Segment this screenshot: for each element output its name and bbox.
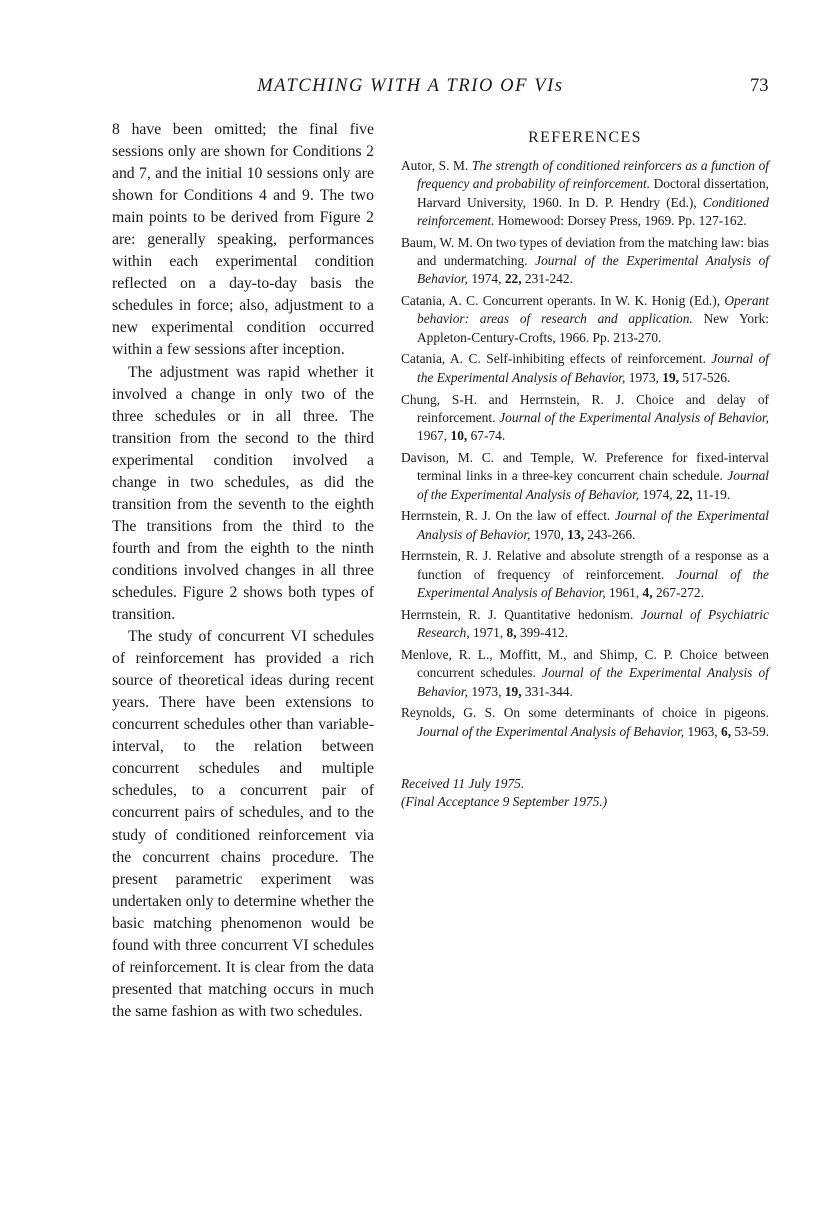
reference-item <box>401 704 769 741</box>
ref-title: On some determinants of choice in pigeons. <box>503 705 769 721</box>
ref-title: Quantitative hedonism. <box>504 606 634 622</box>
ref-volume: 6, <box>721 723 732 739</box>
ref-source: Journal of the Experimental Analysis of Behavior, <box>417 252 769 287</box>
ref-year: 1963, <box>687 723 718 739</box>
ref-volume: 4, <box>642 585 653 601</box>
body-paragraph: The adjustment was rapid whether it involved a change in only two of the three schedules or in all three. The transition from the second to the third experimental condition involved a change in two schedules, as did the transition from the seventh to the eighth The transitions from the third to the fourth and from the eighth to the ninth conditions involved changes in all three schedules. Figure 2 shows both types of transition. <box>112 363 374 624</box>
ref-author: Herrnstein, R. J. <box>401 606 497 622</box>
received-dates <box>401 775 769 812</box>
ref-author: Davison, M. C. and Temple, W. <box>401 449 598 465</box>
running-title: MATCHING WITH A TRIO OF VIs <box>257 76 564 96</box>
ref-source: Journal of the Experimental Analysis of Behavior, <box>417 508 769 542</box>
ref-pages: 331-344. <box>524 683 573 699</box>
ref-title: Concurrent operants. In W. K. Honig (Ed.), <box>482 293 721 309</box>
ref-year: 1974, <box>471 271 502 287</box>
ref-pages: 11-19. <box>696 486 731 502</box>
ref-author: Catania, A. C. <box>401 293 479 309</box>
reference-item <box>401 507 769 544</box>
reference-item <box>401 646 769 701</box>
ref-author: Menlove, R. L., Moffitt, M., and Shimp, C. P. <box>401 646 673 662</box>
ref-year: 1973, <box>628 369 659 385</box>
reference-item <box>401 606 769 643</box>
ref-source: Journal of the Experimental Analysis of Behavior, <box>417 665 769 699</box>
ref-title: Choice between concurrent schedules. <box>417 646 769 681</box>
ref-volume: 22, <box>504 271 522 287</box>
ref-author: Autor, S. M. <box>401 158 469 173</box>
ref-pages: 399-412. <box>519 625 568 641</box>
ref-title: The strength of conditioned reinforcers as a function of frequency and probability of reinforcement. <box>417 158 769 192</box>
ref-author: Herrnstein, R. J. <box>401 508 491 524</box>
ref-volume: 8, <box>506 625 517 641</box>
ref-source: Operant behavior: areas of research and application. <box>417 293 769 327</box>
ref-author: Herrnstein, R. J. <box>401 548 492 564</box>
ref-author: Reynolds, G. S. <box>401 705 496 721</box>
ref-author: Chung, S-H. and Herrnstein, R. J. <box>401 391 625 407</box>
references-heading: REFERENCES <box>528 129 642 146</box>
ref-year: 1971, <box>473 625 504 641</box>
ref-author: Baum, W. M. <box>401 234 473 250</box>
ref-year: 1961, <box>609 585 640 601</box>
ref-pages: 67-74. <box>470 428 506 444</box>
reference-item <box>401 292 769 347</box>
ref-source: Journal of Psychiatric Research, <box>417 606 769 641</box>
ref-volume: 10, <box>450 428 468 444</box>
reference-item <box>401 234 769 289</box>
ref-volume: 22, <box>676 486 693 502</box>
page-number: 73 <box>750 76 769 96</box>
ref-source: Journal of the Experimental Analysis of Behavior, <box>417 351 769 385</box>
ref-title: On two types of deviation from the matching law: bias and undermatching. <box>417 234 769 268</box>
body-paragraph: The study of concurrent VI schedules of reinforcement has provided a rich source of theoretical ideas during recent years. There have been extensions to concurrent schedules other than variable-interval, to the relation between concurrent schedules and multiple schedules, to a concurrent pair of concurrent pairs of schedules, and to the study of conditioned reinforcement via the concurrent chains procedure. The present parametric experiment was undertaken only to determine whether the basic matching phenomenon would be found with three concurrent VI schedules of reinforcement. It is clear from the data presented that matching occurs in much the same fashion as with two schedules. <box>112 628 374 1020</box>
ref-source: Conditioned reinforcement. <box>417 194 769 228</box>
acceptance-line: (Final Acceptance 9 September 1975.) <box>401 794 608 810</box>
ref-source: Journal of the Experimental Analysis of Behavior, <box>417 723 685 739</box>
ref-year: 1974, <box>642 486 673 502</box>
ref-author: Catania, A. C. <box>401 351 481 367</box>
ref-source: Journal of the Experimental Analysis of Behavior, <box>499 409 769 425</box>
ref-year: 1967, <box>417 428 448 444</box>
reference-item <box>401 157 769 230</box>
ref-volume: 19, <box>662 369 679 385</box>
reference-item <box>401 350 769 387</box>
reference-item <box>401 391 769 446</box>
reference-item <box>401 547 769 602</box>
ref-source: Journal of the Experimental Analysis of Behavior, <box>417 566 769 601</box>
reference-item <box>401 449 769 504</box>
ref-tail: New York: Appleton-Century-Crofts, 1966. Pp. 213-270. <box>417 311 770 345</box>
ref-volume: 13, <box>567 526 585 542</box>
ref-pages: 243-266. <box>587 526 636 542</box>
ref-volume: 19, <box>504 683 522 699</box>
ref-year: 1970, <box>533 526 564 542</box>
ref-title: Preference for fixed-interval terminal links in a three-key concurrent chain schedule. <box>417 449 769 484</box>
ref-title: Relative and absolute strength of a response as a function of frequency of reinforcement. <box>417 548 769 582</box>
ref-title: On the law of effect. <box>495 508 611 524</box>
ref-tail: Homewood: Dorsey Press, 1969. Pp. 127-162. <box>497 212 747 228</box>
received-line: Received 11 July 1975. <box>401 775 525 791</box>
ref-pages: 267-272. <box>655 585 704 601</box>
ref-title: Self-inhibiting effects of reinforcement. <box>486 351 706 367</box>
references-column <box>401 119 769 812</box>
ref-year: 1973, <box>471 683 502 699</box>
ref-source: Journal of the Experimental Analysis of Behavior, <box>417 468 769 502</box>
reference-list <box>401 157 769 741</box>
ref-title: Choice and delay of reinforcement. <box>417 391 769 425</box>
ref-pages: 53-59. <box>734 723 770 739</box>
ref-pages: 517-526. <box>682 369 731 385</box>
body-paragraph: 8 have been omitted; the final five sessions only are shown for Conditions 2 and 7, and the initial 10 sessions only are shown for Conditions 4 and 9. The two main points to be derived from Figure 2 are: generally speaking, performances within each experimental condition reflected on a day-to-day basis the schedules in force; also, adjustment to a new experimental condition occurred within a few sessions after inception. <box>112 121 374 359</box>
ref-mid: Doctoral dissertation, Harvard University, 1960. In D. P. Hendry (Ed.), <box>417 176 770 210</box>
body-column <box>112 119 374 1023</box>
ref-pages: 231-242. <box>524 271 573 287</box>
